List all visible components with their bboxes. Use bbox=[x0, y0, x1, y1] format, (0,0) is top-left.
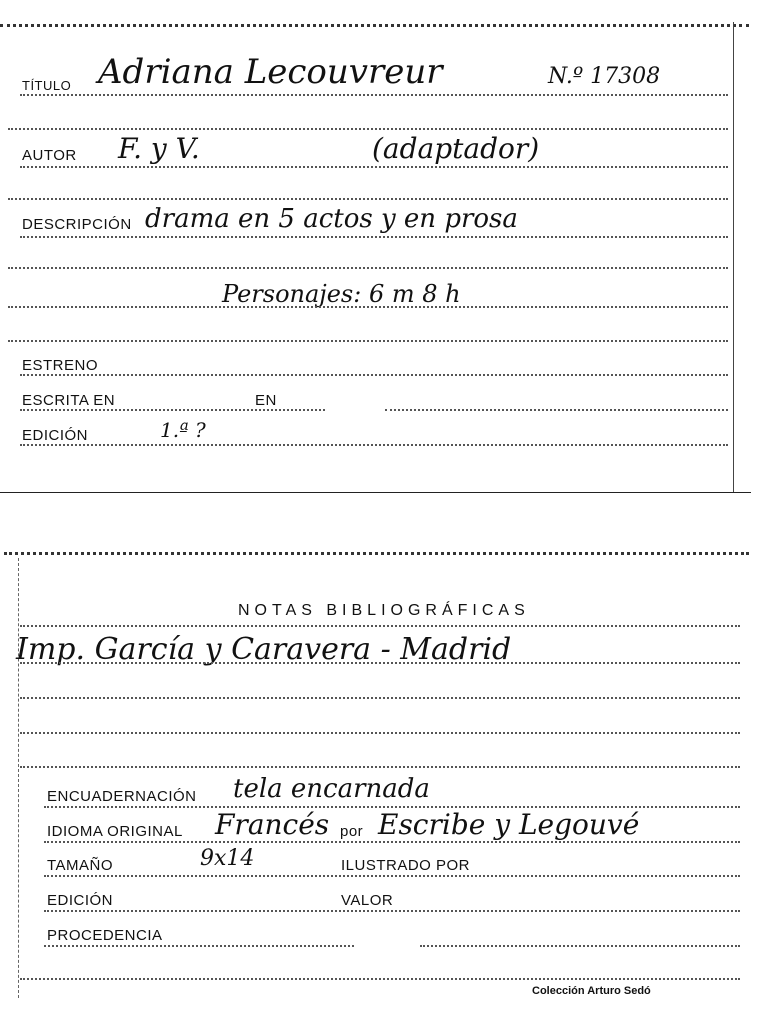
blank-line bbox=[20, 766, 740, 768]
descripcion-line bbox=[20, 236, 728, 238]
autores-value: Escribe y Legouvé bbox=[378, 808, 640, 841]
blank-line bbox=[8, 267, 728, 269]
card-left-edge bbox=[18, 558, 19, 998]
idioma-line bbox=[44, 841, 740, 843]
descripcion-label: DESCRIPCIÓN bbox=[22, 216, 132, 233]
notas-heading: NOTAS BIBLIOGRÁFICAS bbox=[238, 602, 530, 619]
idioma-label: IDIOMA ORIGINAL bbox=[47, 823, 183, 840]
titulo-label: TÍTULO bbox=[22, 78, 72, 93]
edicion2-label: EDICIÓN bbox=[47, 892, 114, 909]
idioma-value: Francés bbox=[215, 808, 330, 841]
catalog-card-main bbox=[0, 0, 759, 492]
card-right-edge bbox=[733, 22, 734, 492]
card-top-edge bbox=[4, 552, 749, 555]
titulo-value: Adriana Lecouvreur bbox=[98, 52, 443, 92]
descripcion-value: drama en 5 actos y en prosa bbox=[145, 204, 518, 234]
estreno-label: ESTRENO bbox=[22, 357, 99, 374]
blank-line bbox=[20, 697, 740, 699]
edicion-value: 1.ª ? bbox=[160, 418, 206, 442]
autor-line bbox=[20, 166, 728, 168]
autor-note: (adaptador) bbox=[372, 132, 540, 165]
tamano-value: 9x14 bbox=[200, 846, 255, 871]
collection-footer: Colección Arturo Sedó bbox=[532, 985, 651, 997]
estreno-line bbox=[20, 374, 728, 376]
escrita-en-label: EN bbox=[255, 392, 277, 409]
edicion-label: EDICIÓN bbox=[22, 427, 89, 444]
procedencia-label: PROCEDENCIA bbox=[47, 927, 163, 944]
edicion2-line bbox=[44, 910, 740, 912]
autor-value: F. y V. bbox=[118, 132, 200, 165]
catalog-card-notes bbox=[0, 540, 759, 1028]
numero-value: N.º 17308 bbox=[548, 64, 661, 89]
encuadernacion-label: ENCUADERNACIÓN bbox=[47, 788, 197, 805]
personajes-line bbox=[8, 306, 728, 308]
heading-line bbox=[20, 625, 740, 627]
procedencia-line bbox=[44, 945, 354, 947]
card-bottom-edge bbox=[0, 492, 751, 493]
tamano-line bbox=[44, 875, 740, 877]
escrita-en-line bbox=[385, 409, 728, 411]
blank-line bbox=[8, 198, 728, 200]
notas-value: Imp. García y Caravera - Madrid bbox=[16, 632, 512, 667]
ilustrado-label: ILUSTRADO POR bbox=[341, 857, 471, 874]
personajes-value: Personajes: 6 m 8 h bbox=[222, 280, 461, 308]
autor-label: AUTOR bbox=[22, 147, 77, 164]
encuadernacion-value: tela encarnada bbox=[233, 774, 430, 804]
procedencia-line-2 bbox=[420, 945, 740, 947]
blank-line bbox=[8, 340, 728, 342]
tamano-label: TAMAÑO bbox=[47, 857, 114, 874]
card-top-edge bbox=[0, 24, 749, 27]
blank-line bbox=[20, 978, 740, 980]
valor-label: VALOR bbox=[341, 892, 394, 909]
por-label: por bbox=[340, 823, 364, 840]
blank-line bbox=[8, 128, 728, 130]
escrita-label: ESCRITA EN bbox=[22, 392, 116, 409]
blank-line bbox=[20, 732, 740, 734]
escrita-line bbox=[20, 409, 325, 411]
notas-line bbox=[20, 662, 740, 664]
titulo-line bbox=[20, 94, 728, 96]
edicion-line bbox=[20, 444, 728, 446]
